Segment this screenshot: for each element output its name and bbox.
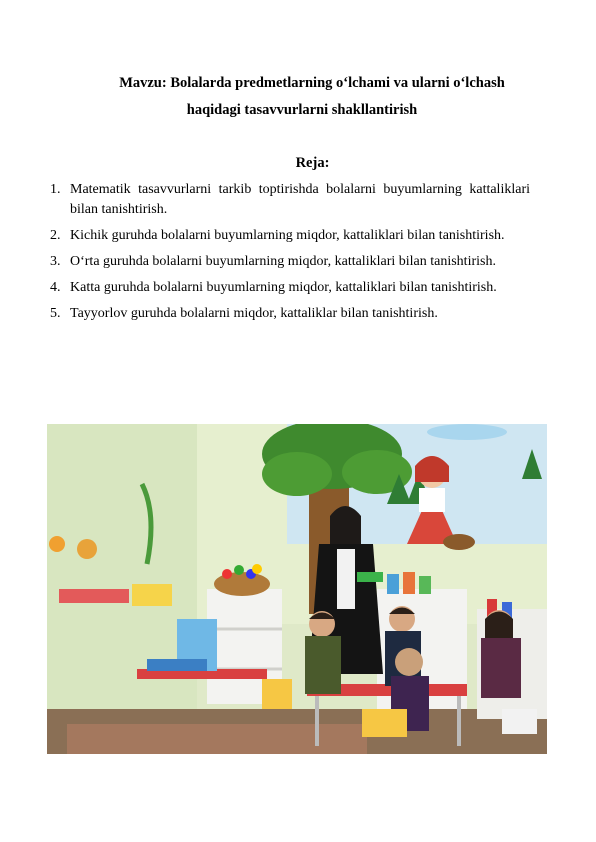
plan-item-number: 4. <box>50 280 61 295</box>
plan-item <box>50 278 530 298</box>
plan-item-number: 3. <box>50 254 61 269</box>
plan-item-number: 1. <box>50 182 61 197</box>
plan-item <box>50 304 530 324</box>
document-title-line-1: Mavzu: Bolalarda predmetlarning o‘lchami va ularni o‘lchash <box>119 75 505 91</box>
plan-item-text: Kichik guruhda bolalarni buyumlarning miqdor, kattaliklari bilan tanishtirish. <box>70 228 505 243</box>
plan-item-text: O‘rta guruhda bolalarni buyumlarning miqdor, kattaliklari bilan tanishtirish. <box>70 254 496 269</box>
plan-item-number: 5. <box>50 306 61 321</box>
document-title-line-2: haqidagi tasavvurlarni shakllantirish <box>186 102 418 118</box>
plan-item <box>50 226 530 246</box>
plan-title: Reja: <box>295 155 330 171</box>
plan-list <box>50 180 530 330</box>
plan-item-text: Katta guruhda bolalarni buyumlarning miqdor, kattaliklari bilan tanishtirish. <box>70 280 497 295</box>
plan-item <box>50 252 530 272</box>
plan-item-text: Matematik tasavvurlarni tarkib toptirishda bolalarni buyumlarning kattaliklari bilan tanishtirish. <box>70 182 530 217</box>
plan-item-number: 2. <box>50 228 61 243</box>
classroom-photo <box>47 424 547 754</box>
plan-item <box>50 180 530 220</box>
plan-item-text: Tayyorlov guruhda bolalarni miqdor, kattaliklar bilan tanishtirish. <box>70 306 438 321</box>
